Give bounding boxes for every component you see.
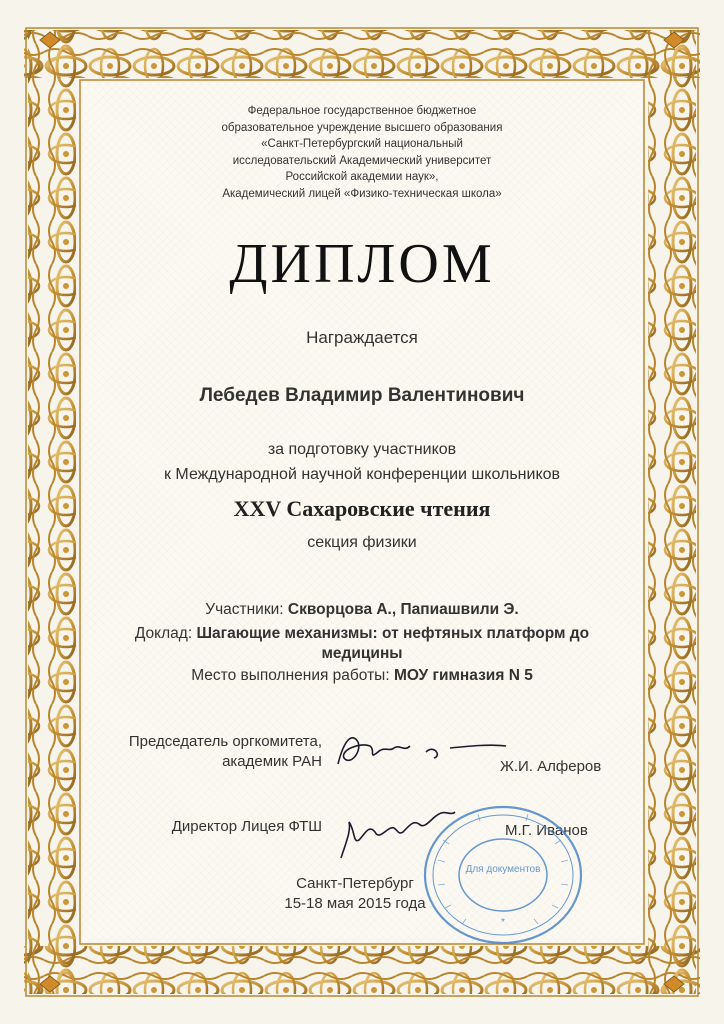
institution-header [150, 103, 574, 202]
header-line: образовательное учреждение высшего образования [221, 121, 503, 134]
participants-line [100, 600, 624, 620]
stamp-center-text: Для документов [465, 864, 541, 875]
event-dates: 15-18 мая 2015 года [284, 895, 426, 912]
reason-line-2: к Международной научной конференции школьников [163, 466, 561, 483]
director-title: Директор Лицея ФТШ [171, 818, 322, 835]
participants-value: Скворцова А., Папиашвили Э. [287, 601, 519, 618]
report-label: Доклад: [134, 625, 193, 642]
header-line: «Санкт-Петербургский национальный [261, 138, 463, 150]
chair-signature [330, 722, 510, 782]
chair-title [90, 732, 322, 772]
chair-title-line: Председатель оргкомитета, [128, 733, 322, 750]
section-name: секция физики [307, 534, 417, 551]
reason-line-1: за подготовку участников [267, 441, 457, 458]
official-stamp [418, 800, 588, 950]
svg-text:*: * [501, 917, 505, 928]
header-line: Российской академии наук», [285, 171, 439, 183]
report-value: Шагающие механизмы: от нефтяных платформ до [196, 625, 590, 642]
awarded-label: Награждается [306, 328, 418, 347]
participants-label: Участники: [205, 601, 284, 618]
chair-title-line: академик РАН [222, 753, 322, 770]
header-line: Академический лицей «Физико-техническая школа» [222, 187, 502, 200]
header-line: исследовательский Академический университет [232, 154, 492, 167]
city: Санкт-Петербург [296, 875, 414, 892]
director-name: М.Г. Иванов [505, 822, 588, 839]
event-title: XXV Сахаровские чтения [233, 496, 491, 521]
place-value: МОУ гимназия N 5 [393, 667, 533, 684]
header-line: Федеральное государственное бюджетное [247, 105, 477, 117]
chair-name: Ж.И. Алферов [500, 758, 602, 775]
diploma-title: ДИПЛОМ [229, 233, 495, 295]
report-value-continued: медицины [321, 645, 403, 662]
report-line [100, 624, 624, 664]
recipient-name: Лебедев Владимир Валентинович [199, 385, 525, 406]
place-line [100, 666, 624, 686]
place-label: Место выполнения работы: [191, 667, 390, 684]
